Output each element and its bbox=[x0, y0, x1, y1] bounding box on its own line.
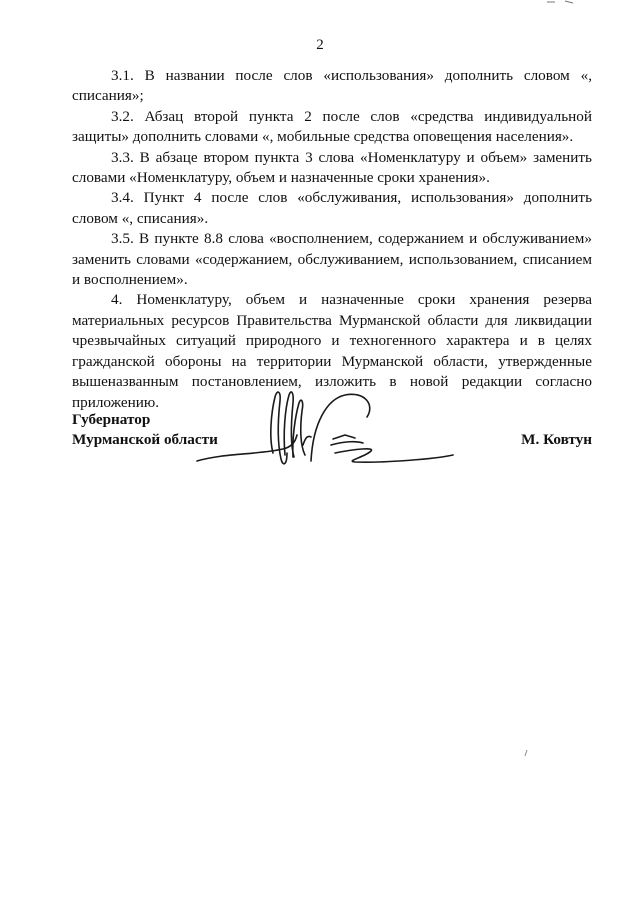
page-number: 2 bbox=[316, 37, 324, 53]
scan-artifact-dot bbox=[524, 749, 528, 757]
paragraph-3-4: 3.4. Пункт 4 после слов «обслуживания, использования» дополнить словом «, списания». bbox=[72, 189, 592, 227]
paragraph-4: 4. Номенклатуру, объем и назначенные сроки хранения резерва материальных ресурсов Правительства Мурманской области для ликвидации чрезвычайных ситуаций природного и техногенного характера и в целях гражданской обороны на территории Мурманской области, утвержденные вышеназванным постановлением, изложить в новой редакции согласно приложению. bbox=[72, 291, 592, 411]
signatory-name: М. Ковтун bbox=[521, 431, 592, 449]
signatory-region: Мурманской области bbox=[72, 431, 218, 449]
scan-artifact-mark bbox=[545, 0, 575, 4]
document-body bbox=[72, 66, 592, 413]
paragraph-3-5: 3.5. В пункте 8.8 слова «восполнением, содержанием и обслуживанием» заменить словами «содержанием, обслуживанием, использованием, списанием и восполнением». bbox=[72, 230, 592, 289]
signatory-title: Губернатор bbox=[72, 411, 151, 428]
paragraph-3-3: 3.3. В абзаце втором пункта 3 слова «Номенклатуру и объем» заменить словами «Номенклатуру, объем и назначенные сроки хранения». bbox=[72, 148, 592, 187]
paragraph-3-1: 3.1. В названии после слов «использования» дополнить словом «, списания»; bbox=[72, 67, 592, 105]
signature-block bbox=[72, 410, 592, 470]
paragraph-3-2: 3.2. Абзац второй пункта 2 после слов «средства индивидуальной защиты» дополнить словами «, мобильные средства оповещения населения». bbox=[72, 107, 592, 146]
